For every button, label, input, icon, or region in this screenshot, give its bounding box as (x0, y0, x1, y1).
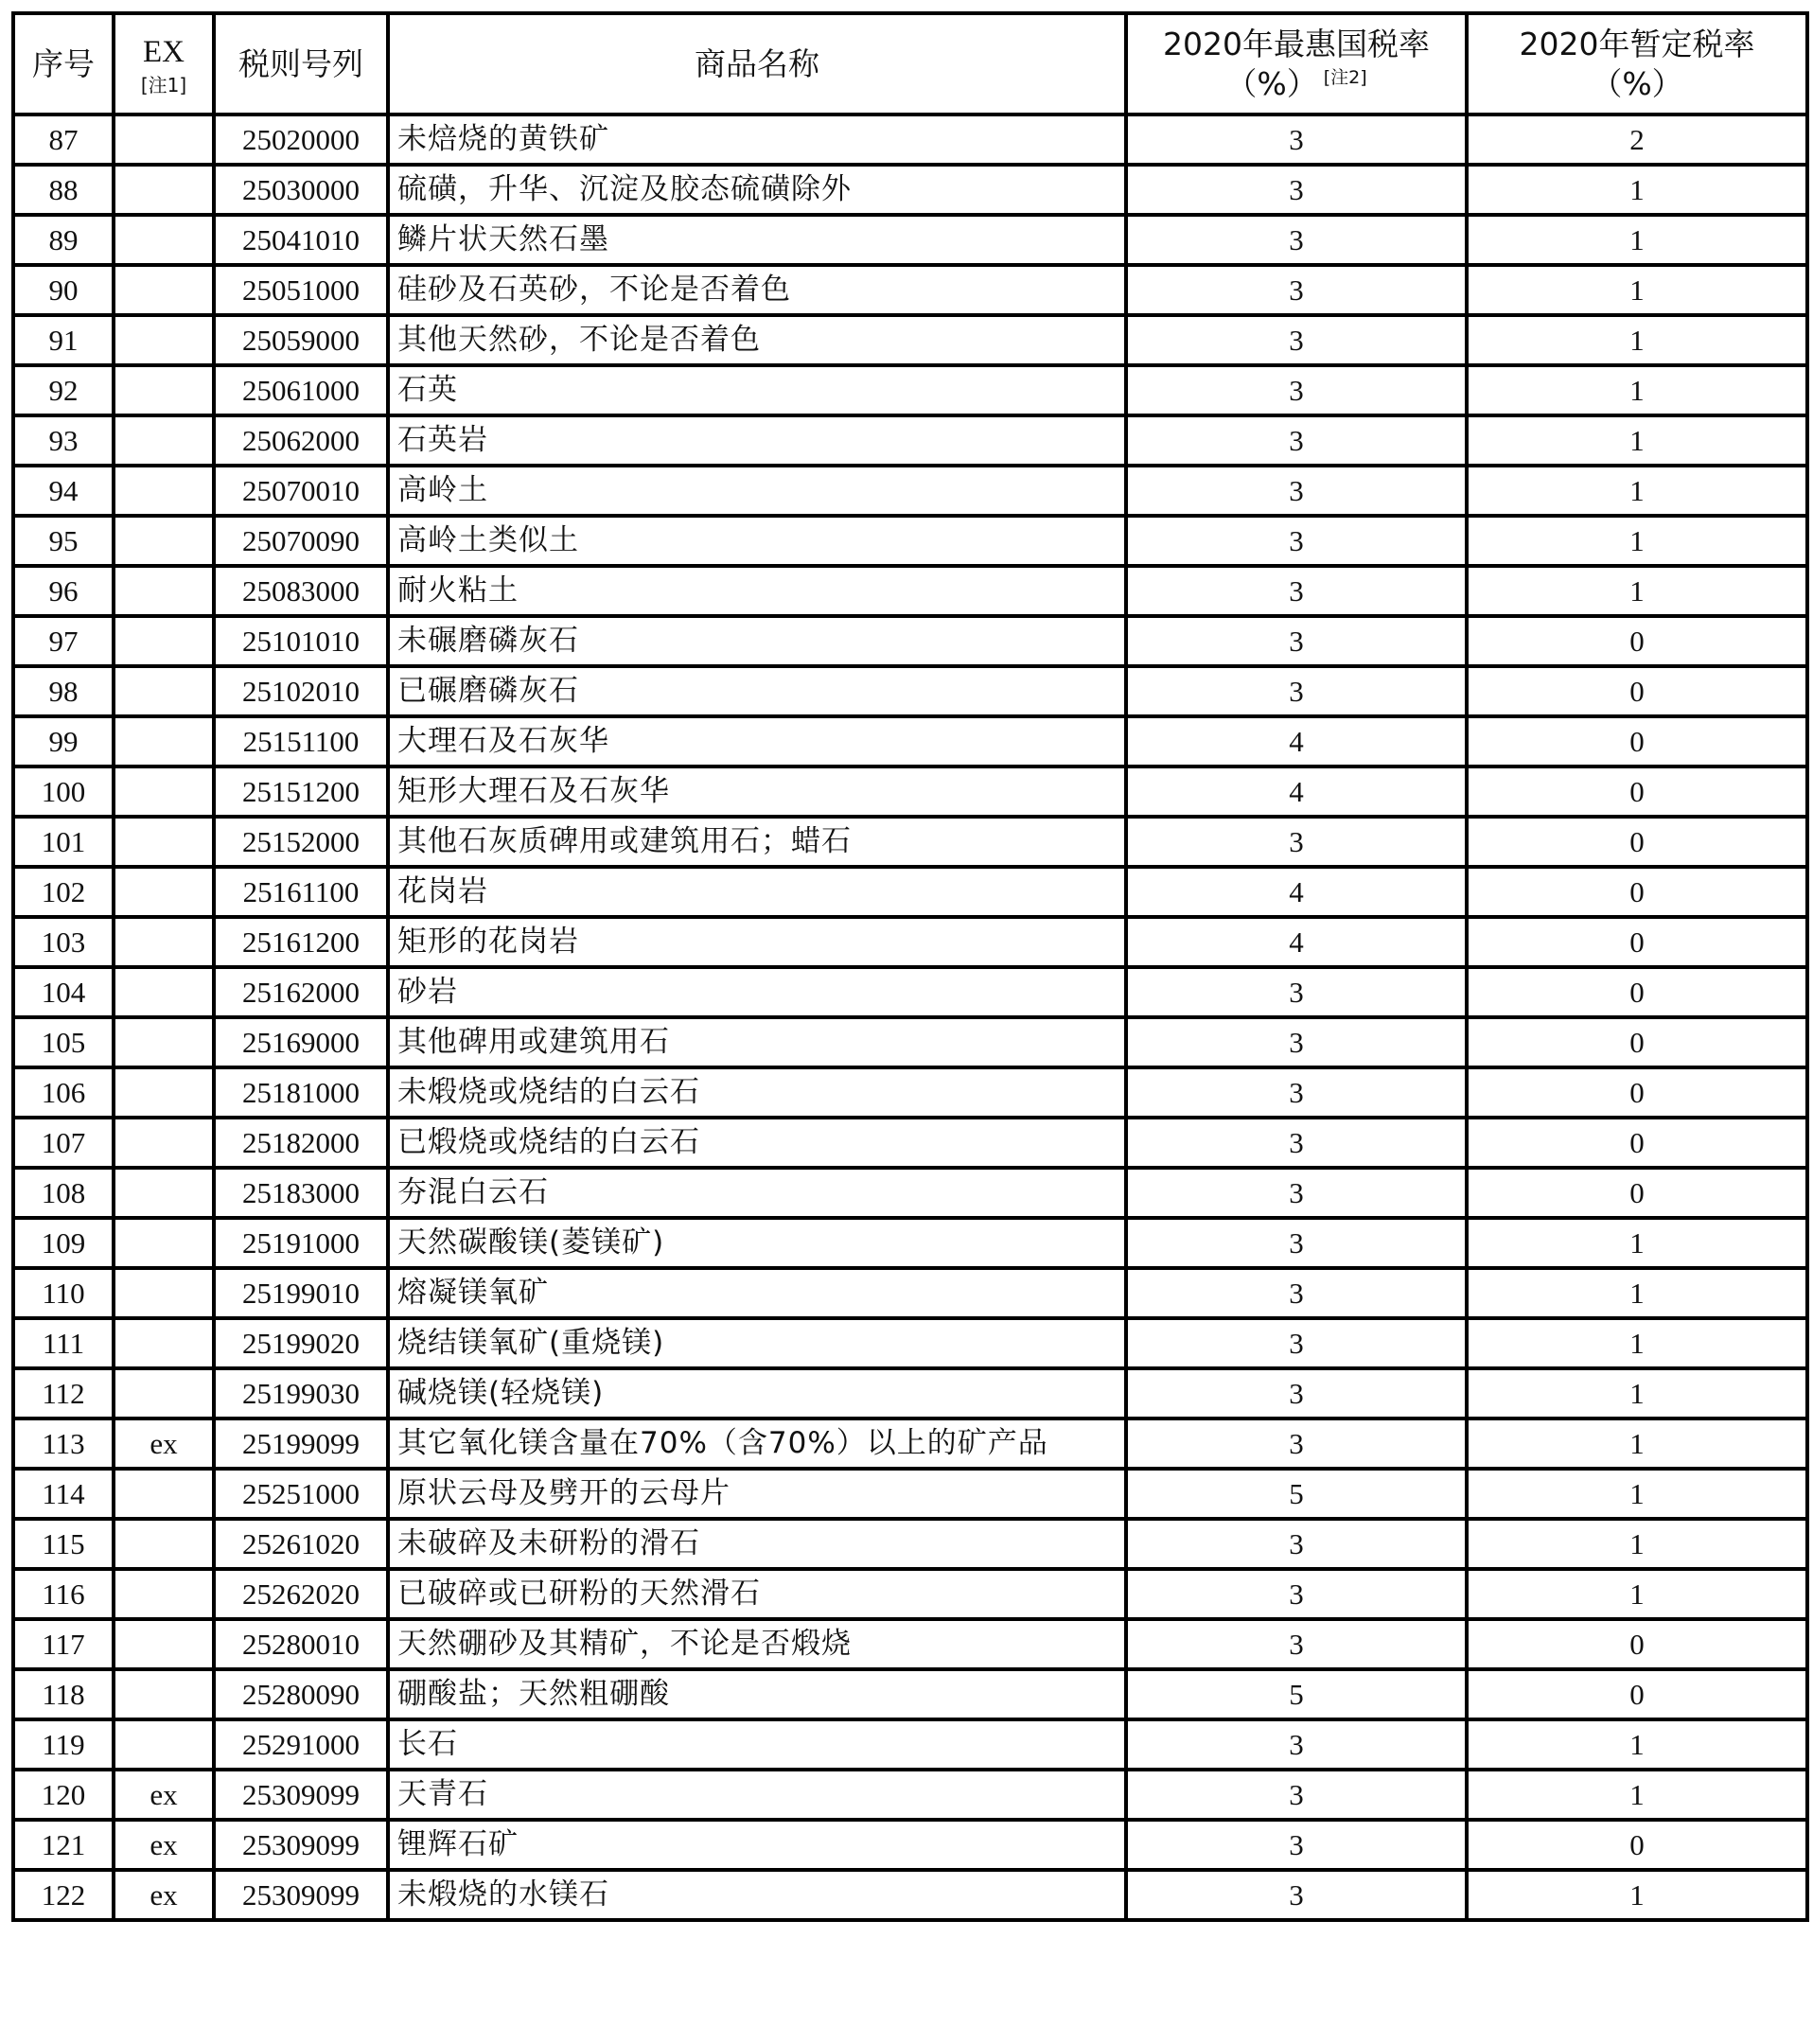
row-tariff-code: 25070090 (214, 516, 388, 566)
row-ex-flag (114, 365, 214, 415)
row-interim-rate: 1 (1467, 466, 1807, 516)
row-ex-flag (114, 115, 214, 165)
table-row (13, 1820, 1807, 1870)
row-seq: 101 (13, 817, 114, 867)
row-tariff-code: 25161100 (214, 867, 388, 917)
row-interim-rate: 1 (1467, 1218, 1807, 1268)
row-mfn-rate: 3 (1126, 616, 1467, 666)
table-row (13, 1218, 1807, 1268)
row-mfn-rate: 3 (1126, 115, 1467, 165)
row-ex-flag (114, 1168, 214, 1218)
row-seq: 107 (13, 1118, 114, 1168)
table-row (13, 1118, 1807, 1168)
row-tariff-code: 25199030 (214, 1368, 388, 1418)
row-mfn-rate: 3 (1126, 1268, 1467, 1318)
row-interim-rate: 1 (1467, 1268, 1807, 1318)
row-product-name: 未碾磨磷灰石 (388, 616, 1126, 666)
row-tariff-code: 25101010 (214, 616, 388, 666)
row-tariff-code: 25151200 (214, 766, 388, 817)
table-row (13, 365, 1807, 415)
row-tariff-code: 25251000 (214, 1469, 388, 1519)
row-mfn-rate: 3 (1126, 817, 1467, 867)
row-seq: 118 (13, 1669, 114, 1719)
table-row (13, 967, 1807, 1017)
row-ex-flag (114, 1619, 214, 1669)
row-product-name: 石英岩 (388, 415, 1126, 466)
row-product-name: 其他碑用或建筑用石 (388, 1017, 1126, 1067)
row-seq: 97 (13, 616, 114, 666)
row-ex-flag (114, 967, 214, 1017)
table-row (13, 1168, 1807, 1218)
row-ex-flag (114, 315, 214, 365)
row-interim-rate: 0 (1467, 1168, 1807, 1218)
row-seq: 103 (13, 917, 114, 967)
row-interim-rate: 0 (1467, 766, 1807, 817)
table-row (13, 466, 1807, 516)
table-row (13, 1870, 1807, 1920)
row-seq: 116 (13, 1569, 114, 1619)
row-product-name: 矩形大理石及石灰华 (388, 766, 1126, 817)
row-interim-rate: 0 (1467, 1619, 1807, 1669)
header-code (214, 13, 388, 115)
tariff-table (11, 11, 1809, 1922)
row-product-name: 砂岩 (388, 967, 1126, 1017)
row-mfn-rate: 3 (1126, 516, 1467, 566)
row-tariff-code: 25169000 (214, 1017, 388, 1067)
row-seq: 105 (13, 1017, 114, 1067)
row-seq: 94 (13, 466, 114, 516)
row-tariff-code: 25181000 (214, 1067, 388, 1118)
row-product-name: 未焙烧的黄铁矿 (388, 115, 1126, 165)
row-interim-rate: 1 (1467, 1469, 1807, 1519)
row-interim-rate: 0 (1467, 867, 1807, 917)
row-tariff-code: 25162000 (214, 967, 388, 1017)
row-mfn-rate: 3 (1126, 1619, 1467, 1669)
row-tariff-code: 25151100 (214, 716, 388, 766)
row-mfn-rate: 3 (1126, 165, 1467, 215)
header-name-label: 商品名称 (695, 45, 819, 82)
row-product-name: 大理石及石灰华 (388, 716, 1126, 766)
row-interim-rate: 1 (1467, 1770, 1807, 1820)
row-mfn-rate: 3 (1126, 1870, 1467, 1920)
header-interim-line1: 2020年暂定税率 (1519, 26, 1755, 63)
row-tariff-code: 25183000 (214, 1168, 388, 1218)
row-seq: 98 (13, 666, 114, 716)
row-product-name: 石英 (388, 365, 1126, 415)
table-row (13, 1268, 1807, 1318)
row-mfn-rate: 3 (1126, 1719, 1467, 1770)
row-seq: 109 (13, 1218, 114, 1268)
row-ex-flag (114, 666, 214, 716)
row-ex-flag (114, 1569, 214, 1619)
table-row (13, 1418, 1807, 1469)
row-mfn-rate: 3 (1126, 1118, 1467, 1168)
row-interim-rate: 0 (1467, 1067, 1807, 1118)
row-ex-flag (114, 817, 214, 867)
row-seq: 121 (13, 1820, 114, 1870)
header-interim-rate (1467, 13, 1807, 115)
row-ex-flag (114, 1067, 214, 1118)
row-mfn-rate: 3 (1126, 1067, 1467, 1118)
row-tariff-code: 25199020 (214, 1318, 388, 1368)
row-seq: 95 (13, 516, 114, 566)
row-interim-rate: 1 (1467, 1870, 1807, 1920)
row-seq: 90 (13, 265, 114, 315)
table-row (13, 666, 1807, 716)
row-mfn-rate: 3 (1126, 666, 1467, 716)
row-product-name: 其他天然砂，不论是否着色 (388, 315, 1126, 365)
row-tariff-code: 25262020 (214, 1569, 388, 1619)
row-ex-flag (114, 1268, 214, 1318)
table-row (13, 1669, 1807, 1719)
table-row (13, 1569, 1807, 1619)
table-row (13, 516, 1807, 566)
row-seq: 117 (13, 1619, 114, 1669)
row-ex-flag (114, 1118, 214, 1168)
table-row (13, 215, 1807, 265)
header-row (13, 13, 1807, 115)
row-seq: 111 (13, 1318, 114, 1368)
table-row (13, 1368, 1807, 1418)
row-interim-rate: 0 (1467, 716, 1807, 766)
row-tariff-code: 25309099 (214, 1770, 388, 1820)
row-mfn-rate: 3 (1126, 1418, 1467, 1469)
row-seq: 120 (13, 1770, 114, 1820)
row-seq: 108 (13, 1168, 114, 1218)
row-tariff-code: 25191000 (214, 1218, 388, 1268)
row-tariff-code: 25059000 (214, 315, 388, 365)
table-row (13, 1067, 1807, 1118)
row-interim-rate: 1 (1467, 365, 1807, 415)
row-seq: 119 (13, 1719, 114, 1770)
row-ex-flag (114, 1469, 214, 1519)
table-row (13, 1619, 1807, 1669)
table-row (13, 1770, 1807, 1820)
row-tariff-code: 25261020 (214, 1519, 388, 1569)
row-ex-flag: ex (114, 1418, 214, 1469)
row-mfn-rate: 3 (1126, 1569, 1467, 1619)
table-row (13, 165, 1807, 215)
row-seq: 110 (13, 1268, 114, 1318)
row-seq: 102 (13, 867, 114, 917)
row-product-name: 天青石 (388, 1770, 1126, 1820)
row-product-name: 未破碎及未研粉的滑石 (388, 1519, 1126, 1569)
row-product-name: 高岭土类似土 (388, 516, 1126, 566)
row-seq: 104 (13, 967, 114, 1017)
row-interim-rate: 1 (1467, 415, 1807, 466)
row-ex-flag (114, 1218, 214, 1268)
row-seq: 99 (13, 716, 114, 766)
table-row (13, 566, 1807, 616)
row-product-name: 已碾磨磷灰石 (388, 666, 1126, 716)
row-product-name: 硫磺，升华、沉淀及胶态硫磺除外 (388, 165, 1126, 215)
row-tariff-code: 25102010 (214, 666, 388, 716)
row-mfn-rate: 3 (1126, 466, 1467, 516)
row-seq: 115 (13, 1519, 114, 1569)
row-mfn-rate: 5 (1126, 1469, 1467, 1519)
header-seq-label: 序号 (32, 45, 95, 82)
row-product-name: 已破碎或已研粉的天然滑石 (388, 1569, 1126, 1619)
row-product-name: 天然硼砂及其精矿，不论是否煅烧 (388, 1619, 1126, 1669)
row-tariff-code: 25309099 (214, 1820, 388, 1870)
row-seq: 89 (13, 215, 114, 265)
row-interim-rate: 0 (1467, 967, 1807, 1017)
row-mfn-rate: 3 (1126, 265, 1467, 315)
row-interim-rate: 1 (1467, 215, 1807, 265)
row-product-name: 已煅烧或烧结的白云石 (388, 1118, 1126, 1168)
row-product-name: 天然碳酸镁(菱镁矿) (388, 1218, 1126, 1268)
row-mfn-rate: 3 (1126, 1218, 1467, 1268)
table-row (13, 315, 1807, 365)
row-seq: 114 (13, 1469, 114, 1519)
row-ex-flag (114, 1669, 214, 1719)
row-tariff-code: 25291000 (214, 1719, 388, 1770)
header-mfn-line1: 2020年最惠国税率 (1163, 26, 1430, 63)
row-mfn-rate: 3 (1126, 365, 1467, 415)
row-tariff-code: 25280090 (214, 1669, 388, 1719)
row-interim-rate: 0 (1467, 1669, 1807, 1719)
row-ex-flag (114, 215, 214, 265)
row-seq: 100 (13, 766, 114, 817)
row-product-name: 其它氧化镁含量在70%（含70%）以上的矿产品 (388, 1418, 1126, 1469)
row-tariff-code: 25199010 (214, 1268, 388, 1318)
row-tariff-code: 25061000 (214, 365, 388, 415)
row-product-name: 硼酸盐；天然粗硼酸 (388, 1669, 1126, 1719)
row-ex-flag (114, 766, 214, 817)
row-product-name: 未煅烧的水镁石 (388, 1870, 1126, 1920)
row-mfn-rate: 3 (1126, 415, 1467, 466)
row-seq: 88 (13, 165, 114, 215)
header-seq (13, 13, 114, 115)
row-ex-flag (114, 415, 214, 466)
row-interim-rate: 1 (1467, 1318, 1807, 1368)
row-mfn-rate: 3 (1126, 1519, 1467, 1569)
row-mfn-rate: 3 (1126, 566, 1467, 616)
header-interim-line2: （%） (1591, 64, 1683, 102)
row-ex-flag (114, 566, 214, 616)
row-tariff-code: 25020000 (214, 115, 388, 165)
row-interim-rate: 1 (1467, 315, 1807, 365)
row-interim-rate: 0 (1467, 917, 1807, 967)
row-product-name: 夯混白云石 (388, 1168, 1126, 1218)
row-ex-flag (114, 1318, 214, 1368)
row-ex-flag (114, 917, 214, 967)
row-ex-flag (114, 1519, 214, 1569)
table-row (13, 716, 1807, 766)
row-seq: 91 (13, 315, 114, 365)
row-mfn-rate: 3 (1126, 1368, 1467, 1418)
row-interim-rate: 1 (1467, 516, 1807, 566)
row-interim-rate: 1 (1467, 1569, 1807, 1619)
row-interim-rate: 1 (1467, 566, 1807, 616)
row-interim-rate: 1 (1467, 1519, 1807, 1569)
row-product-name: 花岗岩 (388, 867, 1126, 917)
row-product-name: 其他石灰质碑用或建筑用石；蜡石 (388, 817, 1126, 867)
row-tariff-code: 25152000 (214, 817, 388, 867)
table-row (13, 1719, 1807, 1770)
row-mfn-rate: 3 (1126, 315, 1467, 365)
row-mfn-rate: 4 (1126, 716, 1467, 766)
row-seq: 112 (13, 1368, 114, 1418)
row-ex-flag (114, 265, 214, 315)
row-mfn-rate: 3 (1126, 1017, 1467, 1067)
table-row (13, 867, 1807, 917)
row-mfn-rate: 3 (1126, 215, 1467, 265)
row-seq: 122 (13, 1870, 114, 1920)
row-interim-rate: 0 (1467, 1017, 1807, 1067)
row-ex-flag (114, 1017, 214, 1067)
row-interim-rate: 0 (1467, 666, 1807, 716)
row-tariff-code: 25030000 (214, 165, 388, 215)
row-ex-flag: ex (114, 1770, 214, 1820)
row-mfn-rate: 3 (1126, 967, 1467, 1017)
table-row (13, 115, 1807, 165)
table-row (13, 1519, 1807, 1569)
row-product-name: 硅砂及石英砂，不论是否着色 (388, 265, 1126, 315)
row-interim-rate: 2 (1467, 115, 1807, 165)
table-row (13, 817, 1807, 867)
row-tariff-code: 25041010 (214, 215, 388, 265)
row-ex-flag (114, 716, 214, 766)
row-product-name: 原状云母及劈开的云母片 (388, 1469, 1126, 1519)
header-ex (114, 13, 214, 115)
table-row (13, 1318, 1807, 1368)
row-interim-rate: 1 (1467, 1418, 1807, 1469)
row-product-name: 高岭土 (388, 466, 1126, 516)
row-ex-flag: ex (114, 1820, 214, 1870)
row-ex-flag (114, 616, 214, 666)
row-interim-rate: 1 (1467, 1719, 1807, 1770)
row-tariff-code: 25182000 (214, 1118, 388, 1168)
row-mfn-rate: 3 (1126, 1168, 1467, 1218)
table-row (13, 766, 1807, 817)
row-interim-rate: 0 (1467, 1118, 1807, 1168)
header-mfn-note: [注2] (1323, 66, 1367, 88)
row-mfn-rate: 3 (1126, 1318, 1467, 1368)
row-product-name: 烧结镁氧矿(重烧镁) (388, 1318, 1126, 1368)
row-product-name: 鳞片状天然石墨 (388, 215, 1126, 265)
row-mfn-rate: 4 (1126, 766, 1467, 817)
table-row (13, 265, 1807, 315)
header-ex-note: [注1] (140, 74, 187, 97)
row-interim-rate: 0 (1467, 1820, 1807, 1870)
row-mfn-rate: 5 (1126, 1669, 1467, 1719)
row-ex-flag (114, 165, 214, 215)
header-code-label: 税则号列 (238, 45, 363, 82)
row-mfn-rate: 3 (1126, 1770, 1467, 1820)
row-seq: 87 (13, 115, 114, 165)
row-interim-rate: 1 (1467, 1368, 1807, 1418)
row-product-name: 熔凝镁氧矿 (388, 1268, 1126, 1318)
row-product-name: 矩形的花岗岩 (388, 917, 1126, 967)
row-tariff-code: 25161200 (214, 917, 388, 967)
row-interim-rate: 0 (1467, 616, 1807, 666)
row-mfn-rate: 4 (1126, 917, 1467, 967)
row-tariff-code: 25083000 (214, 566, 388, 616)
row-product-name: 锂辉石矿 (388, 1820, 1126, 1870)
row-ex-flag (114, 867, 214, 917)
header-mfn-line2: （%） (1225, 64, 1318, 102)
row-tariff-code: 25280010 (214, 1619, 388, 1669)
row-seq: 113 (13, 1418, 114, 1469)
row-tariff-code: 25062000 (214, 415, 388, 466)
row-tariff-code: 25309099 (214, 1870, 388, 1920)
row-tariff-code: 25070010 (214, 466, 388, 516)
row-ex-flag (114, 1368, 214, 1418)
row-product-name: 未煅烧或烧结的白云石 (388, 1067, 1126, 1118)
row-interim-rate: 1 (1467, 165, 1807, 215)
row-product-name: 长石 (388, 1719, 1126, 1770)
row-ex-flag (114, 1719, 214, 1770)
header-ex-label: EX (143, 34, 185, 69)
row-seq: 96 (13, 566, 114, 616)
table-row (13, 1469, 1807, 1519)
table-row (13, 1017, 1807, 1067)
row-mfn-rate: 4 (1126, 867, 1467, 917)
row-tariff-code: 25051000 (214, 265, 388, 315)
row-ex-flag (114, 466, 214, 516)
row-tariff-code: 25199099 (214, 1418, 388, 1469)
header-mfn-rate (1126, 13, 1467, 115)
row-product-name: 碱烧镁(轻烧镁) (388, 1368, 1126, 1418)
row-product-name: 耐火粘土 (388, 566, 1126, 616)
row-mfn-rate: 3 (1126, 1820, 1467, 1870)
header-name (388, 13, 1126, 115)
table-row (13, 917, 1807, 967)
row-interim-rate: 1 (1467, 265, 1807, 315)
row-ex-flag (114, 516, 214, 566)
table-body (13, 115, 1807, 1920)
row-seq: 106 (13, 1067, 114, 1118)
row-ex-flag: ex (114, 1870, 214, 1920)
row-interim-rate: 0 (1467, 817, 1807, 867)
row-seq: 92 (13, 365, 114, 415)
table-row (13, 415, 1807, 466)
table-row (13, 616, 1807, 666)
row-seq: 93 (13, 415, 114, 466)
